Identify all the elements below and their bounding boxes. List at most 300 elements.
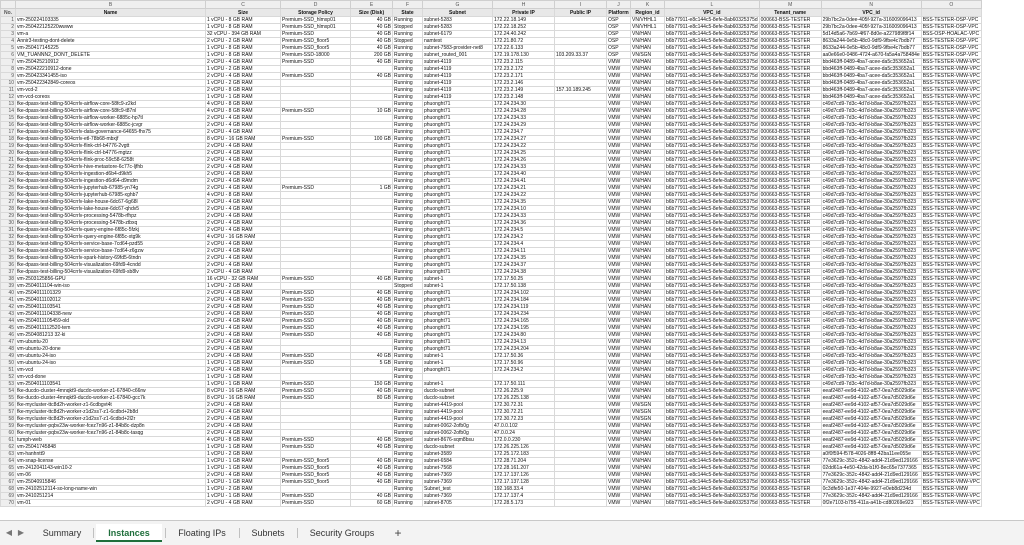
table-cell[interactable]: Premium-SSD_floor5	[281, 472, 351, 479]
table-cell[interactable]: 192.168.33.4	[493, 486, 555, 493]
table-cell[interactable]: VMW	[607, 206, 631, 213]
table-cell[interactable]: VMW	[607, 353, 631, 360]
table-cell[interactable]: 000663-BSS-TESTER	[759, 115, 821, 122]
table-cell[interactable]: 000663-BSS-TESTER	[759, 283, 821, 290]
table-cell[interactable]: BSS-TESTER-VMW-VPC	[922, 500, 980, 506]
table-cell[interactable]	[281, 423, 351, 430]
table-cell[interactable]: BSS-TESTER-VMW-VPC	[922, 381, 980, 387]
table-cell[interactable]: 172.28.161.207	[493, 465, 555, 472]
table-cell[interactable]: subnet-1	[423, 276, 493, 283]
table-cell[interactable]: Premium-SSD	[281, 360, 351, 367]
row-number[interactable]: 4	[1, 38, 16, 45]
table-cell[interactable]: phuonght71	[423, 199, 493, 206]
table-cell[interactable]: BSS-TESTER-VMW-VPC	[922, 255, 980, 261]
table-cell[interactable]: b6b77911-e8c144c5-8efe-8ab60325375d	[666, 101, 758, 107]
table-cell[interactable]	[555, 122, 607, 129]
table-cell[interactable]	[555, 164, 607, 171]
table-cell[interactable]: Running	[393, 101, 423, 108]
table-cell[interactable]: 172.24.234.204	[493, 346, 555, 353]
table-cell[interactable]: Running	[393, 164, 423, 171]
table-cell[interactable]: eeaf2487-ee9d-4102-af57-0ea7d5029d6e	[821, 416, 921, 423]
table-cell[interactable]: b6b77911-e8c144c5-8efe-8ab60325375d	[666, 416, 758, 422]
table-cell[interactable]	[281, 409, 351, 416]
table-cell[interactable]: c49d7cd9-7d3c-4d7d-b8ae-30a2597fb323	[821, 115, 921, 122]
table-cell[interactable]: 172.26.225.126	[493, 444, 555, 451]
table-cell[interactable]	[555, 451, 607, 458]
table-cell[interactable]: 000663-BSS-TESTER	[759, 122, 821, 129]
table-cell[interactable]: 172.30.72.21	[493, 409, 555, 416]
table-cell[interactable]: Running	[393, 227, 423, 234]
table-cell[interactable]: b6b77911-e8c144c5-8efe-8ab60325375d	[666, 206, 758, 212]
table-cell[interactable]: 2 vCPU - 4 GB RAM	[206, 206, 281, 213]
table-cell[interactable]: 000663-BSS-TESTER	[759, 150, 821, 157]
table-cell[interactable]: fke-dpass-test-billing-504crrlv-data-governance-64655-fhx75	[16, 129, 206, 136]
table-cell[interactable]	[281, 80, 351, 87]
table-cell[interactable]: VN/HAN	[631, 108, 665, 115]
table-cell[interactable]: 000663-BSS-TESTER	[759, 31, 821, 38]
table-cell[interactable]: phuonght71	[423, 227, 493, 234]
table-cell[interactable]	[555, 227, 607, 234]
table-cell[interactable]	[351, 206, 393, 213]
row-number[interactable]: 59	[1, 423, 16, 430]
table-cell[interactable]: 172.24.234.40	[493, 171, 555, 178]
table-cell[interactable]: 172.24.234.33	[493, 213, 555, 220]
table-cell[interactable]: 172.24.234.30	[493, 101, 555, 108]
table-cell[interactable]: VN/HAN	[631, 500, 665, 507]
tab-instances[interactable]: Instances	[96, 524, 162, 542]
column-header[interactable]: Public IP	[555, 9, 607, 17]
table-cell[interactable]: 40 GB	[351, 24, 393, 31]
table-cell[interactable]: 40 GB	[351, 458, 393, 465]
table-cell[interactable]: 1 vCPU - 1 GB RAM	[206, 374, 281, 381]
table-cell[interactable]: 000663-BSS-TESTER	[759, 451, 821, 458]
table-cell[interactable]: VMW	[607, 486, 631, 493]
table-cell[interactable]: VN/HAN	[631, 255, 665, 262]
table-cell[interactable]: b6b77911-e8c144c5-8efe-8ab60325375d	[666, 199, 758, 205]
table-cell[interactable]: b6b77911-e8c144c5-8efe-8ab60325375d	[666, 395, 758, 401]
table-cell[interactable]: VMW	[607, 472, 631, 479]
table-cell[interactable]: b6b77911-e8c144c5-8efe-8ab60325375d	[666, 24, 758, 30]
row-number[interactable]: 40	[1, 290, 16, 297]
table-cell[interactable]	[555, 339, 607, 346]
table-cell[interactable]: Running	[393, 290, 423, 297]
table-cell[interactable]: BSS-TESTER-VMW-VPC	[922, 213, 980, 219]
table-cell[interactable]	[351, 220, 393, 227]
table-cell[interactable]: 000663-BSS-TESTER	[759, 444, 821, 451]
row-number[interactable]: 36	[1, 262, 16, 269]
table-cell[interactable]: Running	[393, 479, 423, 486]
column-header[interactable]: VPC_id	[665, 9, 760, 17]
table-cell[interactable]: 000663-BSS-TESTER	[759, 374, 821, 381]
table-cell[interactable]	[351, 346, 393, 353]
table-cell[interactable]: 172.22.18.252	[493, 24, 555, 31]
table-cell[interactable]: subnet-1	[423, 360, 493, 367]
table-cell[interactable]: 172.24.234.195	[493, 325, 555, 332]
table-cell[interactable]: 000663-BSS-TESTER	[759, 332, 821, 339]
table-cell[interactable]: b6b77911-e8c144c5-8efe-8ab60325375d	[666, 290, 758, 296]
column-letter[interactable]: O	[921, 1, 981, 9]
table-cell[interactable]: vm-vcd	[16, 367, 206, 374]
table-cell[interactable]: 16 vCPU - 32 GB RAM	[206, 276, 281, 283]
table-cell[interactable]: b6b77911-e8c144c5-8efe-8ab60325375d	[666, 297, 758, 303]
table-cell[interactable]	[555, 500, 607, 507]
table-cell[interactable]: 2 vCPU - 4 GB RAM	[206, 115, 281, 122]
table-cell[interactable]: Running	[393, 304, 423, 311]
column-letter[interactable]: H	[493, 1, 555, 9]
table-cell[interactable]: Premium-SSD_floor5	[281, 465, 351, 472]
table-cell[interactable]	[281, 346, 351, 353]
table-cell[interactable]: VMW	[607, 248, 631, 255]
table-cell[interactable]	[281, 66, 351, 73]
table-cell[interactable]: 172.26.225.138	[493, 395, 555, 402]
table-cell[interactable]: 000663-BSS-TESTER	[759, 276, 821, 283]
table-cell[interactable]: fke-dpass-test-billing-504crrlv-jupyterhub-67985-xghb7	[16, 192, 206, 199]
table-cell[interactable]: b6b77911-e8c144c5-8efe-8ab60325375d	[666, 353, 758, 359]
row-number[interactable]: 6	[1, 52, 16, 59]
table-cell[interactable]: BSS-TESTER-VMW-VPC	[922, 311, 980, 317]
table-cell[interactable]: Stopped	[393, 283, 423, 290]
table-cell[interactable]	[281, 94, 351, 101]
table-cell[interactable]: Running	[393, 318, 423, 325]
table-cell[interactable]: phuonght71	[423, 115, 493, 122]
column-letter[interactable]: K	[631, 1, 665, 9]
table-cell[interactable]: subnet-4419-pool	[423, 409, 493, 416]
table-cell[interactable]: VMW	[607, 318, 631, 325]
table-cell[interactable]	[555, 409, 607, 416]
table-cell[interactable]: vm-vcd-done	[16, 374, 206, 381]
table-cell[interactable]	[351, 451, 393, 458]
table-cell[interactable]	[281, 178, 351, 185]
table-cell[interactable]	[493, 374, 555, 381]
table-cell[interactable]: fke-dpass-test-billing-504crrlv-hive-metastore-6c77c-ljfhb	[16, 164, 206, 171]
table-cell[interactable]: VMW	[607, 304, 631, 311]
row-number[interactable]: 25	[1, 185, 16, 192]
table-cell[interactable]: c49d7cd9-7d3c-4d7d-b8ae-30a2597fb323	[821, 227, 921, 234]
table-cell[interactable]: c49d7cd9-7d3c-4d7d-b8ae-30a2597fb323	[821, 353, 921, 360]
table-cell[interactable]: phuonght71	[423, 157, 493, 164]
table-cell[interactable]	[555, 80, 607, 87]
table-cell[interactable]: 000663-BSS-TESTER	[759, 409, 821, 416]
table-cell[interactable]	[555, 143, 607, 150]
table-cell[interactable]: VN/HAN	[631, 262, 665, 269]
table-cell[interactable]	[281, 129, 351, 136]
table-cell[interactable]: ducdo-subnet	[423, 444, 493, 451]
table-cell[interactable]: Running	[393, 297, 423, 304]
table-cell[interactable]: 172.24.234.10	[493, 206, 555, 213]
row-number[interactable]: 5	[1, 45, 16, 52]
table-cell[interactable]: 172.24.234.13	[493, 339, 555, 346]
table-cell[interactable]: Running	[393, 332, 423, 339]
table-cell[interactable]: phuonght71	[423, 234, 493, 241]
table-cell[interactable]: subnet-5283	[423, 17, 493, 24]
table-cell[interactable]: c49d7cd9-7d3c-4d7d-b8ae-30a2597fb323	[821, 311, 921, 318]
table-cell[interactable]: phuonght71	[423, 311, 493, 318]
column-letter[interactable]: G	[423, 1, 493, 9]
table-cell[interactable]: 000663-BSS-TESTER	[759, 416, 821, 423]
table-cell[interactable]: 2 vCPU - 4 GB RAM	[206, 318, 281, 325]
table-cell[interactable]: 40 GB	[351, 465, 393, 472]
table-cell[interactable]: phuonght71	[423, 332, 493, 339]
table-cell[interactable]: 32 vCPU - 394 GB RAM	[206, 31, 281, 38]
table-cell[interactable]: b6b77911-e8c144c5-8efe-8ab60325375d	[666, 500, 758, 506]
table-cell[interactable]: vm-ubuntu-20	[16, 339, 206, 346]
table-cell[interactable]: 2 vCPU - 4 GB RAM	[206, 255, 281, 262]
table-cell[interactable]: c49d7cd9-7d3c-4d7d-b8ae-30a2597fb323	[821, 248, 921, 255]
table-cell[interactable]: BSS-TESTER-VMW-VPC	[922, 374, 980, 380]
table-cell[interactable]: 000663-BSS-TESTER	[759, 241, 821, 248]
table-cell[interactable]: Stopped	[393, 38, 423, 45]
table-cell[interactable]: 172.23.2.146	[493, 80, 555, 87]
table-cell[interactable]: b6b77911-e8c144c5-8efe-8ab60325375d	[666, 311, 758, 317]
table-cell[interactable]: 1 vCPU - 8 GB RAM	[206, 24, 281, 31]
table-cell[interactable]: 40 GB	[351, 290, 393, 297]
column-header[interactable]: State	[393, 9, 423, 17]
row-number[interactable]: 45	[1, 325, 16, 332]
table-cell[interactable]: 000663-BSS-TESTER	[759, 325, 821, 332]
table-cell[interactable]: b6b77911-e8c144c5-8efe-8ab60325375d	[666, 283, 758, 289]
table-cell[interactable]: Running	[393, 206, 423, 213]
table-cell[interactable]	[555, 157, 607, 164]
table-cell[interactable]: Running	[393, 234, 423, 241]
table-cell[interactable]	[351, 339, 393, 346]
table-cell[interactable]: VMW	[607, 241, 631, 248]
table-cell[interactable]: 000663-BSS-TESTER	[759, 290, 821, 297]
row-number[interactable]: 68	[1, 486, 16, 493]
table-cell[interactable]: VN/HAN	[631, 318, 665, 325]
table-cell[interactable]	[281, 241, 351, 248]
table-cell[interactable]: 40 GB	[351, 38, 393, 45]
table-cell[interactable]: 172.22.18.149	[493, 17, 555, 24]
table-cell[interactable]: b6b77911-e8c144c5-8efe-8ab60325375d	[666, 185, 758, 191]
column-letter[interactable]: L	[665, 1, 760, 9]
table-cell[interactable]	[555, 332, 607, 339]
table-cell[interactable]: VMW	[607, 269, 631, 276]
table-cell[interactable]: VMW	[607, 297, 631, 304]
table-cell[interactable]: subnet-7369	[423, 472, 493, 479]
table-cell[interactable]: 2 vCPU - 4 GB RAM	[206, 311, 281, 318]
table-cell[interactable]	[555, 248, 607, 255]
table-cell[interactable]: VN/HAN	[631, 395, 665, 402]
row-number[interactable]: 44	[1, 318, 16, 325]
table-cell[interactable]: 172.24.234.35	[493, 199, 555, 206]
table-cell[interactable]: 172.24.234.184	[493, 297, 555, 304]
table-cell[interactable]	[555, 465, 607, 472]
table-cell[interactable]: b6b77911-e8c144c5-8efe-8ab60325375d	[666, 423, 758, 429]
table-cell[interactable]: VN/HAN	[631, 94, 665, 101]
table-cell[interactable]	[281, 122, 351, 129]
table-cell[interactable]: 2 vCPU - 4 GB RAM	[206, 220, 281, 227]
table-cell[interactable]: b6b77911-e8c144c5-8efe-8ab60325375d	[666, 360, 758, 366]
table-cell[interactable]: ducdo-subnet	[423, 395, 493, 402]
table-cell[interactable]: b6b77911-e8c144c5-8efe-8ab60325375d	[666, 248, 758, 254]
table-cell[interactable]: Running	[393, 199, 423, 206]
table-cell[interactable]: c49d7cd9-7d3c-4d7d-b8ae-30a2597fb323	[821, 325, 921, 332]
table-cell[interactable]: subnet-1	[423, 381, 493, 388]
row-number[interactable]: 22	[1, 164, 16, 171]
table-cell[interactable]: 172.24.234.11	[493, 248, 555, 255]
table-cell[interactable]: fke-dpass-test-billing-504crrlv-visualization-69fd9-4cndd	[16, 262, 206, 269]
table-cell[interactable]: BSS-TESTER-VMW-VPC	[922, 283, 980, 289]
table-cell[interactable]: VN/HAN	[631, 241, 665, 248]
table-cell[interactable]: b6b77911-e8c144c5-8efe-8ab60325375d	[666, 122, 758, 128]
table-cell[interactable]: fke-dpass-test-billing-504crrlv-query-engine-6f85c-xtg9k	[16, 234, 206, 241]
table-cell[interactable]: 1 vCPU - 8 GB RAM	[206, 52, 281, 59]
table-cell[interactable]: BSS-TESTER-VMW-VPC	[922, 150, 980, 156]
table-cell[interactable]: subnet-4419-pool	[423, 402, 493, 409]
table-cell[interactable]: 172.24.234.28	[493, 108, 555, 115]
table-cell[interactable]: Running	[393, 395, 423, 402]
table-cell[interactable]	[555, 269, 607, 276]
table-cell[interactable]: BSS-TESTER-OSP-VPC	[921, 38, 981, 45]
table-cell[interactable]: fke-dpass-test-billing-504crrlv-visualization-69fd9-sb8lv	[16, 269, 206, 276]
table-cell[interactable]: vm-250417145225	[16, 45, 206, 52]
table-cell[interactable]: 172.17.137.4	[493, 493, 555, 500]
table-cell[interactable]: VN/HAN	[631, 199, 665, 206]
table-cell[interactable]: 172.24.234.41	[493, 178, 555, 185]
table-cell[interactable]	[555, 472, 607, 479]
table-cell[interactable]	[281, 269, 351, 276]
column-letter[interactable]: N	[821, 1, 921, 9]
table-cell[interactable]: 172.30.72.31	[493, 402, 555, 409]
table-cell[interactable]: vm-25041745848	[16, 444, 206, 451]
table-cell[interactable]: subnet_routed_001	[423, 52, 493, 59]
table-cell[interactable]: b6b77911-e8c144c5-8efe-8ab60325375d	[666, 73, 758, 79]
table-cell[interactable]	[351, 171, 393, 178]
table-cell[interactable]: Premium-SSD	[281, 73, 351, 80]
table-cell[interactable]: 000663-BSS-TESTER	[759, 24, 821, 31]
table-cell[interactable]: 2 vCPU - 4 GB RAM	[206, 150, 281, 157]
table-cell[interactable]: b6b77911-e8c144c5-8efe-8ab60325375d	[666, 129, 758, 135]
table-cell[interactable]: VN/HAN	[631, 227, 665, 234]
row-number[interactable]: 14	[1, 108, 16, 115]
table-cell[interactable]: VN/HAN	[631, 157, 665, 164]
table-cell[interactable]: Running	[393, 381, 423, 388]
row-number[interactable]: 56	[1, 402, 16, 409]
table-cell[interactable]: b6b77911-e8c144c5-8efe-8ab60325375d	[666, 59, 758, 65]
table-cell[interactable]: 40 GB	[351, 17, 393, 24]
table-cell[interactable]	[351, 430, 393, 437]
table-cell[interactable]: Running	[393, 269, 423, 276]
table-cell[interactable]: VN/HAN	[631, 213, 665, 220]
table-cell[interactable]: Running	[393, 402, 423, 409]
table-cell[interactable]: vm-250422210912-done	[16, 66, 206, 73]
table-cell[interactable]: 2 vCPU - 4 GB RAM	[206, 290, 281, 297]
row-number[interactable]: 3	[1, 31, 16, 38]
table-cell[interactable]: subnet-8705	[423, 500, 493, 507]
table-cell[interactable]: VN/HAN	[631, 297, 665, 304]
table-cell[interactable]: VMW	[607, 381, 631, 388]
table-cell[interactable]: 000663-BSS-TESTER	[759, 388, 821, 395]
table-cell[interactable]: b6b77911-e8c144c5-8efe-8ab60325375d	[666, 346, 758, 352]
table-cell[interactable]: 000663-BSS-TESTER	[759, 465, 821, 472]
table-cell[interactable]: Running	[393, 80, 423, 87]
table-cell[interactable]	[555, 458, 607, 465]
table-cell[interactable]: b6b77911-e8c144c5-8efe-8ab60325375d	[666, 213, 758, 219]
table-cell[interactable]: VN/HAN	[631, 304, 665, 311]
table-cell[interactable]: 172.24.234.102	[493, 290, 555, 297]
table-cell[interactable]: vm-vcd-coreos	[16, 94, 206, 101]
table-cell[interactable]	[351, 416, 393, 423]
table-cell[interactable]	[555, 276, 607, 283]
table-cell[interactable]: Running	[393, 262, 423, 269]
table-cell[interactable]: 8 vCPU - 16 GB RAM	[206, 388, 281, 395]
table-cell[interactable]: Running	[393, 73, 423, 80]
table-cell[interactable]: VMW	[607, 220, 631, 227]
table-cell[interactable]: c49d7cd9-7d3c-4d7d-b8ae-30a2597fb323	[821, 199, 921, 206]
table-cell[interactable]: Running	[393, 388, 423, 395]
table-cell[interactable]: Running	[393, 430, 423, 437]
table-cell[interactable]: BSS-TESTER-VMW-VPC	[922, 332, 980, 338]
row-number[interactable]: 62	[1, 444, 16, 451]
table-cell[interactable]: fke-ducdo-cluster-4mnqkt9-ducdo-worker-z1-67840-c66rw	[16, 388, 206, 395]
table-cell[interactable]: BSS-TESTER-VMW-VPC	[922, 143, 980, 149]
table-cell[interactable]	[555, 318, 607, 325]
table-cell[interactable]: phuonght71	[423, 262, 493, 269]
table-cell[interactable]: VMW	[607, 276, 631, 283]
table-cell[interactable]: vm-25040915846	[16, 479, 206, 486]
table-cell[interactable]	[351, 255, 393, 262]
table-cell[interactable]: BSS-TESTER-VMW-VPC	[922, 353, 980, 359]
table-cell[interactable]: 40 GB	[351, 59, 393, 66]
table-cell[interactable]	[555, 430, 607, 437]
table-cell[interactable]: 1 vCPU - 1 GB RAM	[206, 458, 281, 465]
tab-subnets[interactable]: Subnets	[251, 528, 285, 538]
table-cell[interactable]: bbd463ff-0489-4ba7-acee-da5c353652a1	[821, 94, 921, 101]
table-cell[interactable]: 172.17.50.36	[493, 353, 555, 360]
table-cell[interactable]: 2 vCPU - 4 GB RAM	[206, 248, 281, 255]
column-header[interactable]	[921, 9, 981, 17]
table-cell[interactable]: 172.23.2.171	[493, 73, 555, 80]
table-cell[interactable]: 000663-BSS-TESTER	[759, 17, 821, 24]
table-cell[interactable]: 40 GB	[351, 318, 393, 325]
column-letter[interactable]: I	[555, 1, 607, 9]
table-cell[interactable]: VN/HAN	[631, 45, 665, 52]
table-cell[interactable]: 2 vCPU - 4 GB RAM	[206, 59, 281, 66]
table-cell[interactable]: 000663-BSS-TESTER	[759, 52, 821, 59]
table-cell[interactable]: Running	[393, 311, 423, 318]
add-sheet-button[interactable]: +	[394, 526, 402, 540]
table-cell[interactable]: 000663-BSS-TESTER	[759, 339, 821, 346]
table-cell[interactable]: phuonght71	[423, 178, 493, 185]
table-cell[interactable]	[281, 367, 351, 374]
table-cell[interactable]: 1 vCPU - 1 GB RAM	[206, 381, 281, 388]
table-cell[interactable]	[281, 115, 351, 122]
table-cell[interactable]: 172.17.50.138	[493, 283, 555, 290]
table-cell[interactable]: VMW	[607, 444, 631, 451]
table-cell[interactable]: b6b77911-e8c144c5-8efe-8ab60325375d	[666, 178, 758, 184]
table-cell[interactable]: Premium-SSD	[281, 304, 351, 311]
row-number[interactable]: 9	[1, 73, 16, 80]
table-cell[interactable]: 000663-BSS-TESTER	[759, 136, 821, 143]
row-number[interactable]: 32	[1, 234, 16, 241]
table-cell[interactable]: aa0e66e0-0486-4724-a670-fa5a4a758484e	[822, 52, 920, 58]
table-cell[interactable]: VMW	[607, 213, 631, 220]
table-cell[interactable]: c49d7cd9-7d3c-4d7d-b8ae-30a2597fb323	[821, 234, 921, 241]
table-cell[interactable]: 172.24.234.119	[493, 304, 555, 311]
table-cell[interactable]: fke-dpass-test-billing-504crrlv-ingestion-d6b4-d9kh5	[16, 171, 206, 178]
table-cell[interactable]: vm-01	[16, 500, 206, 507]
table-cell[interactable]: vm-ubuntu-24-iso	[16, 353, 206, 360]
table-cell[interactable]: Premium-SSD	[281, 395, 351, 402]
table-cell[interactable]	[281, 206, 351, 213]
table-cell[interactable]	[281, 150, 351, 157]
table-cell[interactable]: b6b77911-e8c144c5-8efe-8ab60325375d	[666, 94, 758, 100]
table-cell[interactable]	[281, 157, 351, 164]
table-cell[interactable]: 000663-BSS-TESTER	[759, 304, 821, 311]
table-cell[interactable]: 000663-BSS-TESTER	[759, 479, 821, 486]
table-cell[interactable]: 5 GB	[351, 360, 393, 367]
table-cell[interactable]: VN/VHHL1	[631, 24, 665, 31]
